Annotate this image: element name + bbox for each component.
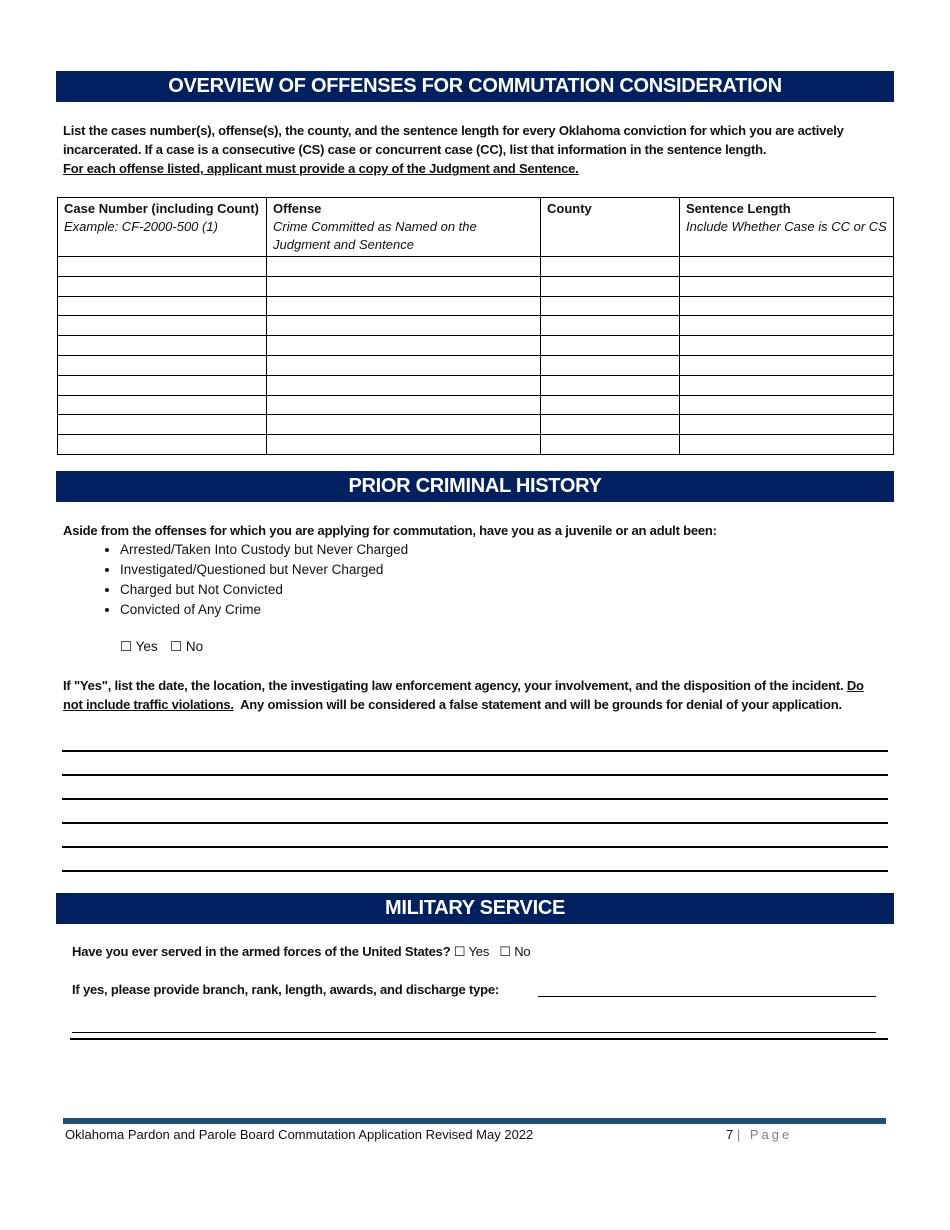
- list-item: • Charged but Not Convicted: [120, 580, 408, 600]
- offenses-table: [57, 197, 894, 455]
- military-question-row: [72, 942, 892, 961]
- table-cell[interactable]: [680, 316, 894, 336]
- subheader: Example: CF-2000-500 (1): [64, 219, 218, 234]
- table-cell[interactable]: [267, 435, 541, 455]
- footer-bar: [63, 1118, 886, 1124]
- page-number: [726, 1127, 792, 1142]
- table-cell[interactable]: [267, 375, 541, 395]
- followup-text-2: Any omission will be considered a false statement and will be grounds for denial of your application.: [240, 697, 842, 712]
- table-cell[interactable]: [58, 316, 267, 336]
- page-number-value: 7: [726, 1127, 734, 1142]
- instructions-text: List the cases number(s), offense(s), the county, and the sentence length for every Oklahoma conviction for which you are actively incarcerated. If a case is a consecutive (CS) case or concurrent case (CC), list that information in the sentence length.: [63, 123, 844, 157]
- instructions-underlined: For each offense listed, applicant must provide a copy of the Judgment and Sentence.: [63, 161, 579, 176]
- table-cell[interactable]: [541, 395, 680, 415]
- table-cell[interactable]: [680, 336, 894, 356]
- header: Case Number (including Count): [64, 201, 259, 216]
- answer-line[interactable]: [62, 774, 888, 776]
- table-row: [58, 395, 894, 415]
- prior-history-list: [72, 540, 408, 620]
- table-row: [58, 355, 894, 375]
- subheader: Crime Committed as Named on the Judgment and Sentence: [273, 219, 477, 252]
- section-title-offenses: OVERVIEW OF OFFENSES FOR COMMUTATION CONSIDERATION: [56, 71, 894, 102]
- table-cell[interactable]: [58, 355, 267, 375]
- table-cell[interactable]: [58, 435, 267, 455]
- offenses-instructions: [63, 121, 883, 178]
- table-cell[interactable]: [541, 296, 680, 316]
- column-case-number: [58, 198, 267, 257]
- table-header-row: [58, 198, 894, 257]
- footer-text: Oklahoma Pardon and Parole Board Commutation Application Revised May 2022: [65, 1127, 534, 1142]
- table-row: [58, 336, 894, 356]
- column-sentence-length: [680, 198, 894, 257]
- section-title-prior-history: PRIOR CRIMINAL HISTORY: [56, 471, 894, 502]
- table-row: [58, 276, 894, 296]
- table-cell[interactable]: [541, 415, 680, 435]
- table-cell[interactable]: [267, 355, 541, 375]
- table-cell[interactable]: [58, 375, 267, 395]
- section-title-military: MILITARY SERVICE: [56, 893, 894, 924]
- list-item: • Investigated/Questioned but Never Charged: [120, 560, 408, 580]
- table-cell[interactable]: [267, 415, 541, 435]
- table-cell[interactable]: [58, 257, 267, 277]
- list-item: • Arrested/Taken Into Custody but Never Charged: [120, 540, 408, 560]
- table-cell[interactable]: [541, 435, 680, 455]
- answer-line[interactable]: [62, 822, 888, 824]
- table-row: [58, 375, 894, 395]
- military-question: Have you ever served in the armed forces of the United States?: [72, 944, 451, 959]
- table-cell[interactable]: [541, 375, 680, 395]
- table-cell[interactable]: [58, 276, 267, 296]
- prior-history-followup: [63, 676, 883, 714]
- list-item: • Convicted of Any Crime: [120, 600, 408, 620]
- followup-underlined: Do not include traffic violations.: [63, 678, 864, 712]
- table-cell[interactable]: [267, 395, 541, 415]
- table-cell[interactable]: [680, 415, 894, 435]
- table-cell[interactable]: [267, 257, 541, 277]
- prior-history-question: Aside from the offenses for which you are applying for commutation, have you as a juvenile or an adult been:: [63, 523, 717, 538]
- table-cell[interactable]: [267, 336, 541, 356]
- subheader: Include Whether Case is CC or CS: [686, 219, 887, 234]
- table-cell[interactable]: [58, 296, 267, 316]
- answer-line[interactable]: [62, 750, 888, 752]
- table-row: [58, 415, 894, 435]
- table-cell[interactable]: [58, 395, 267, 415]
- table-cell[interactable]: [680, 375, 894, 395]
- header: County: [547, 201, 592, 216]
- column-county: [541, 198, 680, 257]
- table-cell[interactable]: [541, 257, 680, 277]
- table-cell[interactable]: [58, 336, 267, 356]
- military-yes-checkbox[interactable]: ☐ Yes: [453, 944, 490, 959]
- table-cell[interactable]: [267, 316, 541, 336]
- prior-history-yes-checkbox[interactable]: ☐ Yes: [120, 639, 158, 654]
- answer-line[interactable]: [62, 798, 888, 800]
- table-row: [58, 296, 894, 316]
- table-cell[interactable]: [680, 257, 894, 277]
- military-no-checkbox[interactable]: ☐ No: [499, 944, 531, 959]
- table-cell[interactable]: [541, 276, 680, 296]
- answer-line[interactable]: [62, 846, 888, 848]
- table-cell[interactable]: [680, 276, 894, 296]
- header: Sentence Length: [686, 201, 791, 216]
- military-details-field[interactable]: [538, 996, 876, 997]
- prior-history-no-checkbox[interactable]: ☐ No: [170, 639, 204, 654]
- table-cell[interactable]: [267, 276, 541, 296]
- followup-text: If "Yes", list the date, the location, the investigating law enforcement agency, your involvement, and the disposition of the incident.: [63, 678, 844, 693]
- table-cell[interactable]: [541, 316, 680, 336]
- table-cell[interactable]: [680, 395, 894, 415]
- page-label: | Page: [736, 1127, 793, 1142]
- column-offense: [267, 198, 541, 257]
- table-cell[interactable]: [267, 296, 541, 316]
- table-cell[interactable]: [541, 355, 680, 375]
- table-cell[interactable]: [58, 415, 267, 435]
- table-row: [58, 316, 894, 336]
- military-details-label: If yes, please provide branch, rank, length, awards, and discharge type:: [72, 982, 500, 997]
- table-cell[interactable]: [541, 336, 680, 356]
- divider: [70, 1038, 888, 1040]
- table-cell[interactable]: [680, 355, 894, 375]
- military-details-field-2[interactable]: [72, 1032, 876, 1033]
- table-cell[interactable]: [680, 435, 894, 455]
- header: Offense: [273, 201, 322, 216]
- answer-line[interactable]: [62, 870, 888, 872]
- table-row: [58, 257, 894, 277]
- table-cell[interactable]: [680, 296, 894, 316]
- table-row: [58, 435, 894, 455]
